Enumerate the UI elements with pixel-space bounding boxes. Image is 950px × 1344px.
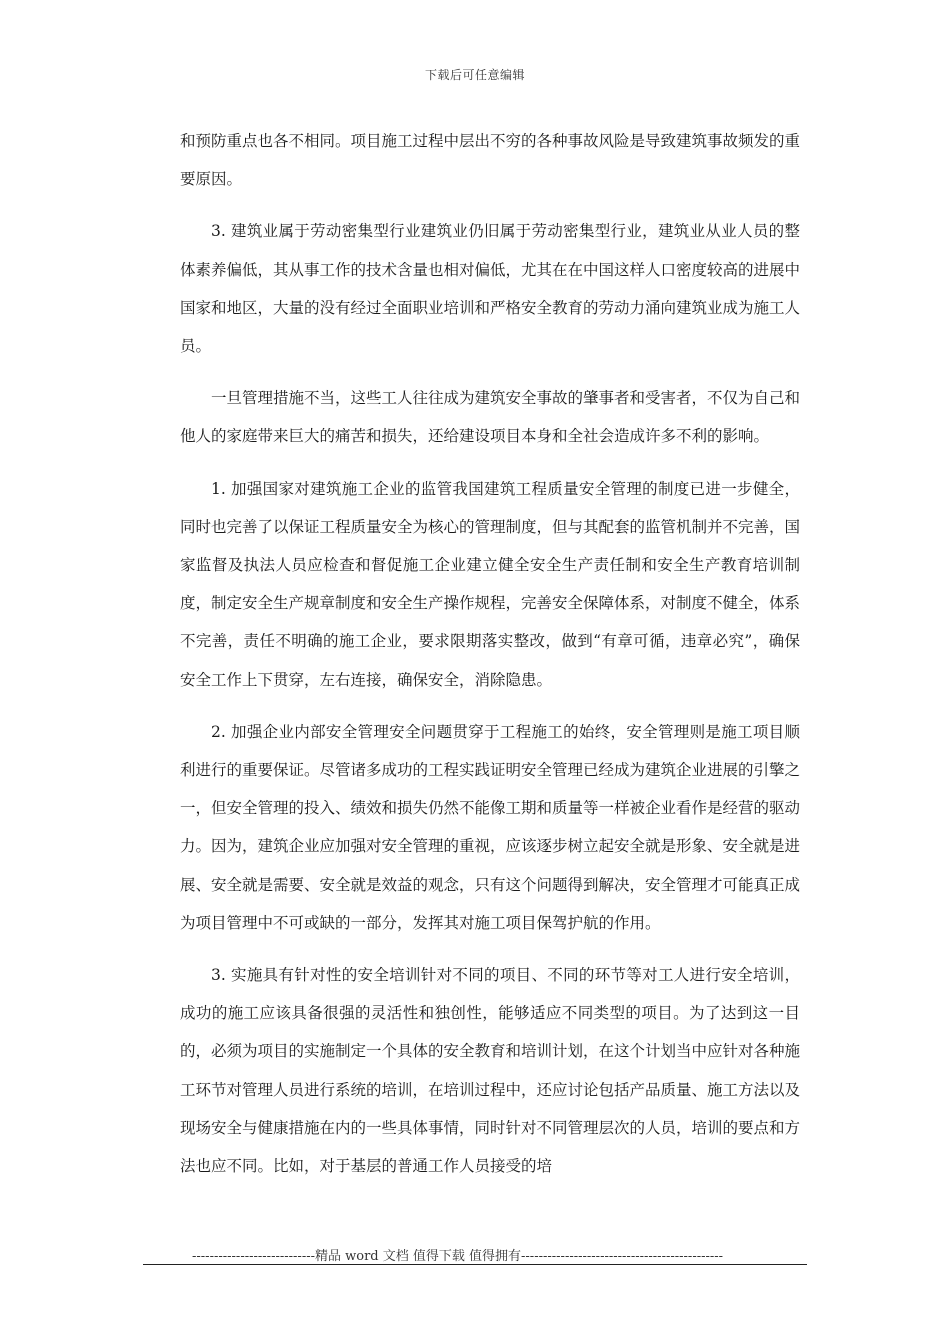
paragraph-management-failure: 一旦管理措施不当，这些工人往往成为建筑安全事故的肇事者和受害者，不仅为自己和他人的家庭带来巨大的痛苦和损失，还给建设项目本身和全社会造成许多不利的影响。: [180, 389, 801, 446]
page-footer: ----------------------------精品 word 文档 值得下载 值得拥有----------------------------------------------: [192, 1249, 724, 1264]
paragraph-continuation: 和预防重点也各不相同。项目施工过程中层出不穷的各种事故风险是导致建筑事故频发的重要原因。: [180, 132, 801, 189]
page-header: 下载后可任意编辑: [424, 68, 525, 82]
document-body: [180, 122, 800, 1199]
paragraph-state-supervision: 1. 加强国家对建筑施工企业的监管我国建筑工程质量安全管理的制度已进一步健全，同时也完善了以保证工程质量安全为核心的管理制度，但与其配套的监管机制并不完善，国家监督及执法人员应检查和督促施工企业建立健全安全生产责任制和安全生产教育培训制度，制定安全生产规章制度和安全生产操作规程，完善安全保障体系，对制度不健全，体系不完善，责任不明确的施工企业，要求限期落实整改，做到“有章可循，违章必究”，确保安全工作上下贯穿，左右连接，确保安全，消除隐患。: [180, 479, 801, 689]
paragraph-internal-management: 2. 加强企业内部安全管理安全问题贯穿于工程施工的始终，安全管理则是施工项目顺利进行的重要保证。尽管诸多成功的工程实践证明安全管理已经成为建筑企业进展的引擎之一，但安全管理的投入、绩效和损失仍然不能像工期和质量等一样被企业看作是经营的驱动力。因为，建筑企业应加强对安全管理的重视，应该逐步树立起安全就是形象、安全就是进展、安全就是需要、安全就是效益的观念，只有这个问题得到解决，安全管理才可能真正成为项目管理中不可或缺的一部分，发挥其对施工项目保驾护航的作用。: [180, 722, 801, 932]
paragraph-safety-training: 3. 实施具有针对性的安全培训针对不同的项目、不同的环节等对工人进行安全培训，成功的施工应该具备很强的灵活性和独创性，能够适应不同类型的项目。为了达到这一目的，必须为项目的实施制定一个具体的安全教育和培训计划，在这个计划当中应针对各种施工环节对管理人员进行系统的培训，在培训过程中，还应讨论包括产品质量、施工方法以及现场安全与健康措施在内的一些具体事情，同时针对不同管理层次的人员，培训的要点和方法也应不同。比如，对于基层的普通工作人员接受的培: [180, 966, 801, 1176]
paragraph-labor-intensive: 3. 建筑业属于劳动密集型行业建筑业仍旧属于劳动密集型行业，建筑业从业人员的整体素养偏低，其从事工作的技术含量也相对偏低，尤其在在中国这样人口密度较高的进展中国家和地区，大量的没有经过全面职业培训和严格安全教育的劳动力涌向建筑业成为施工人员。: [180, 222, 801, 356]
footer-divider: [143, 1264, 807, 1265]
